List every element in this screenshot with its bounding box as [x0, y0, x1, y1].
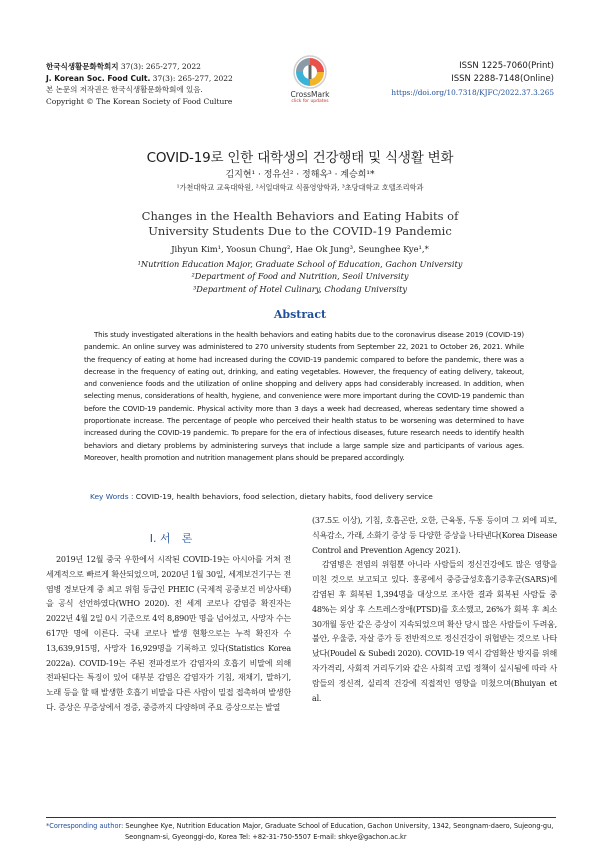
crossmark-logo-icon	[293, 55, 327, 89]
issn-online: ISSN 2288-7148(Online)	[451, 74, 554, 84]
abstract-text: This study investigated alterations in the health behaviors and eating habits due to the coronavirus disease 2019 (COVID-19) pandemic. An online survey was administered to 270 university students from September 22, 2021 to October 26, 2021. While the frequency of eating at home had increased during the COVID-19 pandemic compared to before the pandemic, there was a decrease in the frequency of eating out, drinking, and eating vegetables. However, the frequency of eating delivery, takeout, and convenience foods and the utilization of online shopping and delivery apps had considerably increased. In addition, when selecting menus, considerations of health, hygiene, and convenience were more important during the COVID-19 pandemic than before the COVID-19 pandemic. Physical activity more than 3 days a week had decreased, whereas sedentary time showed a proportionate increase. The percentage of people who perceived their health status to be worsening was determined to have increased during the COVID-19 pandemic. To prepare for the era of infectious diseases, future research needs to identify health behaviors and dietary problems by administering surveys that include a large sample size and participants of various ages. Moreover, health promotion and nutrition management plans should be prepared accordingly.	[84, 330, 524, 462]
doi-link[interactable]: https://doi.org/10.7318/KJFC/2022.37.3.265	[391, 88, 554, 97]
affiliation-line: ¹Nutrition Education Major, Graduate School of Education, Gachon University	[137, 259, 463, 269]
body-column-right	[312, 514, 557, 706]
journal-header	[46, 61, 306, 107]
body-column-left	[46, 553, 291, 716]
abstract-heading: Abstract	[273, 308, 327, 321]
crossmark-badge[interactable]	[279, 55, 341, 104]
body-paragraph: 감염병은 전염의 위험뿐 아니라 사람들의 정신건강에도 많은 영향을 미친 것으로 보고되고 있다. 홍콩에서 중증급성호흡기증후군(SARS)에 감염된 후 회복된 1,394명을 대상으로 조사한 결과 회복된 사람들 중 48%는 외상 후 스트레스장애(PTSD)를 호소했고, 26%가 회복 후 최소 30개월 동안 같은 증상이 지속되었으며 확산 당시 많은 사람들이 두려움, 불안, 우울증, 자살 증가 등 전반적으로 정신건강이 위협받는 것으로 나타났다(Poudel & Subedi 2020). COVID-19 역시 감염확산 방지를 위해 자가격리, 사회적 거리두기와 같은 사회적 고립 정책이 실시됨에 따라 사람들의 정신적, 실리적 건강에 직접적인 영향을 미쳤으며(Bhuiyan et al.	[312, 560, 557, 703]
copyright-ko: 본 논문의 저작권은 한국식생활문화학회에 있음.	[46, 85, 203, 94]
affiliation-line: ³Department of Hotel Culinary, Chodang University	[193, 283, 407, 294]
korean-title: COVID-19로 인한 대학생의 건강행태 및 식생활 변화	[146, 150, 454, 166]
footnote-text: Seunghee Kye, Nutrition Education Major, Graduate School of Education, Gachon University, 1342, Seongnam-daero, Sujeong-gu,	[125, 822, 554, 830]
journal-ko-line	[46, 61, 306, 73]
journal-ko-volume: 37(3): 265-277, 2022	[118, 62, 201, 71]
crossmark-subtitle: click for updates	[291, 99, 329, 104]
body-paragraph: (37.5도 이상), 기침, 호흡곤란, 오한, 근육통, 두통 등이며 그 외에 피로, 식욕감소, 가래, 소화기 증상 등 다양한 증상을 나타낸다(Korea Disease Control and Prevention Agency 2021).	[312, 516, 557, 555]
journal-en-line	[46, 73, 306, 85]
english-title-line: Changes in the Health Behaviors and Eating Habits of	[141, 209, 459, 223]
english-title	[0, 209, 600, 239]
english-affiliations	[0, 258, 600, 295]
footnote-label: *Corresponding author:	[46, 822, 126, 830]
keywords	[90, 492, 433, 501]
korean-authors: 김지현¹ · 정유선² · 정해옥³ · 계승희¹*	[225, 170, 375, 180]
body-paragraph: 2019년 12월 중국 우한에서 시작된 COVID-19는 아시아를 거쳐 전 세계적으로 빠르게 확산되었으며, 2020년 1월 30일, 세계보건기구는 전염병 경보단계 중 최고 위험 등급인 PHEIC (국제적 공중보건 비상사태)을 공식 선언하였다(WHO 2020). 전 세계 코로나 감염증 확진자는 2022년 4월 2일 0시 기준으로 4억 8,890만 명을 넘어섰고, 사망자 수는 617만 명에 이른다. 국내 코로나 발생 현황으로는 누적 확진자 수 13,639,915명, 사망자 16,929명을 기록하고 있다(Statistics Korea 2022a). COVID-19는 주된 전파경로가 감염자의 호흡기 비말에 의해 전파된다는 특징이 있어 대부분 감염은 감염자가 기침, 재채기, 말하기, 노래 등을 할 때 발생한 호흡기 비말을 다른 사람이 밀접 접촉하며 발생한다. 증상은 무증상에서 경증, 중증까지 다양하며 주요 증상으로는 발열	[46, 555, 291, 712]
issn-block	[391, 60, 554, 99]
section-heading: Ⅰ. 서 론	[149, 532, 193, 545]
korean-affiliations: ¹가천대학교 교육대학원, ²서일대학교 식품영양학과, ³초당대학교 호텔조리학과	[176, 183, 424, 192]
copyright-en: Copyright © The Korean Society of Food Culture	[46, 96, 233, 106]
journal-en-volume: 37(3): 265-277, 2022	[150, 73, 233, 83]
journal-ko-name: 한국식생활문화학회지	[46, 62, 119, 71]
journal-en-name: J. Korean Soc. Food Cult.	[46, 73, 151, 83]
english-title-line: University Students Due to the COVID-19 Pandemic	[148, 224, 452, 238]
footnote-line: Seongnam-si, Gyeonggi-do, Korea Tel: +82-31-750-5507 E-mail: shkye@gachon.ac.kr	[125, 833, 407, 841]
english-authors: Jihyun Kim¹, Yoosun Chung², Hae Ok Jung³, Seunghee Kye¹,*	[171, 244, 429, 254]
affiliation-line: ²Department of Food and Nutrition, Seoil University	[191, 271, 409, 282]
crossmark-title: CrossMark	[290, 90, 330, 99]
keywords-label: Key Words :	[90, 492, 136, 501]
corresponding-author-footnote	[46, 821, 561, 843]
footnote-line	[46, 821, 561, 832]
keywords-list: COVID-19, health behaviors, food selection, dietary habits, food delivery service	[135, 492, 433, 501]
footnote-divider	[46, 817, 556, 818]
issn-print: ISSN 1225-7060(Print)	[459, 61, 554, 71]
